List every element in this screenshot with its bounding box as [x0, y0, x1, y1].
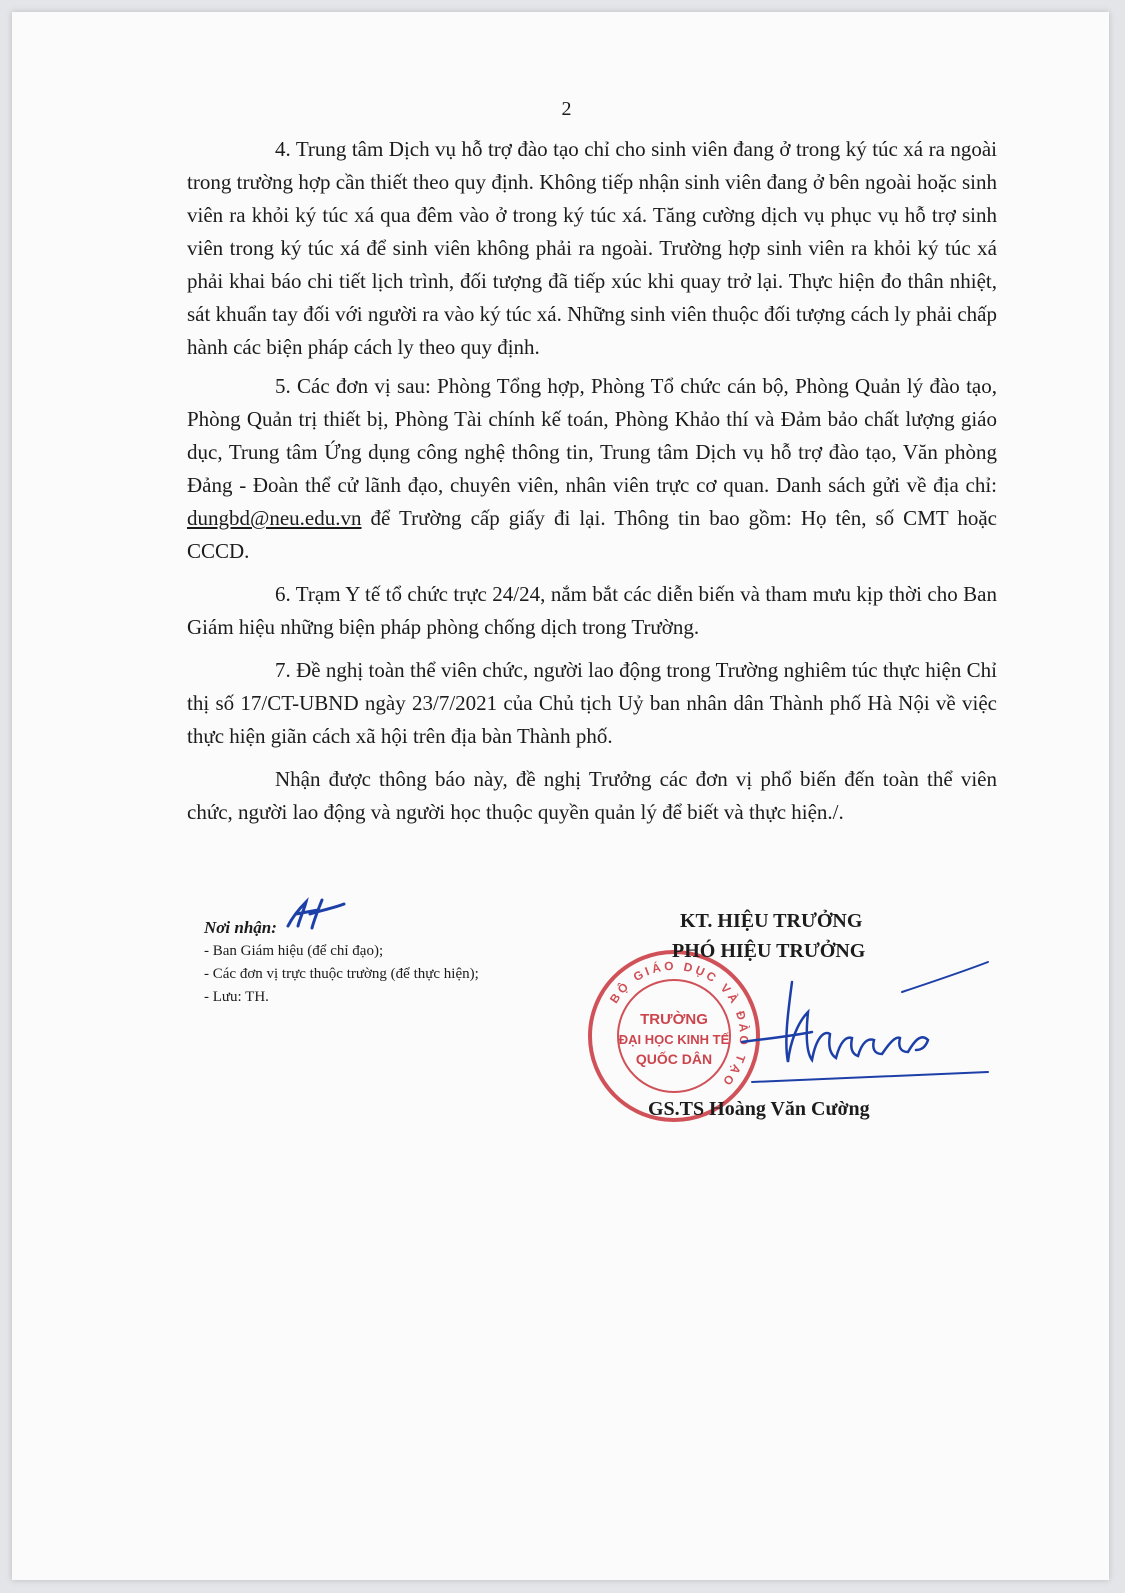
stamp-text-line2: ĐẠI HỌC KINH TẾ — [618, 1032, 730, 1047]
email-link[interactable]: dungbd@neu.edu.vn — [187, 506, 362, 530]
stamp-text-line1: TRƯỜNG — [640, 1011, 708, 1028]
handwritten-initials — [282, 896, 352, 932]
recipient-item: - Ban Giám hiệu (để chỉ đạo); — [204, 943, 384, 959]
stamp-ring-text: BỘ GIÁO DỤC VÀ ĐÀO TẠO — [606, 958, 752, 1091]
paragraph-5-text: 5. Các đơn vị sau: Phòng Tổng hợp, Phòng Tổ chức cán bộ, Phòng Quản lý đào tạo, Phòng Quản trị thiết bị, Phòng Tài chính kế toán, Phòng Khảo thí và Đảm bảo chất lượng giáo dục, Trung tâm Ứng dụng công nghệ thông tin, Trung tâm Dịch vụ hỗ trợ đào tạo, Văn phòng Đảng - Đoàn thể cử lãnh đạo, chuyên viên, nhân viên trực cơ quan. Danh sách gửi về địa chỉ: — [187, 374, 997, 497]
closing-paragraph: Nhận được thông báo này, đề nghị Trưởng các đơn vị phổ biến đến toàn thể viên chức, người lao động và người học thuộc quyền quản lý để biết và thực hiện./. — [187, 767, 997, 824]
document-page — [12, 12, 1109, 1580]
paragraph-5-text-end: để Trường cấp giấy đi lại. Thông tin bao gồm: Họ tên, số CMT hoặc CCCD. — [187, 506, 997, 563]
recipients-title: Nơi nhận: — [204, 918, 277, 937]
stamp-text-line3: QUỐC DÂN — [635, 1051, 713, 1067]
document-body — [187, 133, 997, 839]
recipient-item: - Các đơn vị trực thuộc trường (để thực hiện); — [204, 966, 479, 982]
paragraph-4: 4. Trung tâm Dịch vụ hỗ trợ đào tạo chỉ cho sinh viên đang ở trong ký túc xá ra ngoài trong trường hợp cần thiết theo quy định. Không tiếp nhận sinh viên đang ở bên ngoài hoặc sinh viên ra khỏi ký túc xá qua đêm vào ở trong ký túc xá. Tăng cường dịch vụ phục vụ hỗ trợ sinh viên trong ký túc xá để sinh viên không phải ra ngoài. Trường hợp sinh viên ra khỏi ký túc xá phải khai báo chi tiết lịch trình, đối tượng đã tiếp xúc khi quay trở lại. Thực hiện đo thân nhiệt, sát khuẩn tay đối với người ra vào ký túc xá. Những sinh viên thuộc đối tượng cách ly phải chấp hành các biện pháp cách ly theo quy định. — [187, 137, 997, 359]
recipients-block — [204, 916, 584, 1009]
signer-title-line2: PHÓ HIỆU TRƯỞNG — [672, 940, 866, 962]
page-number: 2 — [561, 98, 572, 120]
paragraph-7: 7. Đề nghị toàn thể viên chức, người lao động trong Trường nghiêm túc thực hiện Chỉ thị số 17/CT-UBND ngày 23/7/2021 của Chủ tịch Uỷ ban nhân dân Thành phố Hà Nội về việc thực hiện giãn cách xã hội trên địa bàn Thành phố. — [187, 658, 997, 748]
paragraph-5 — [187, 370, 997, 568]
paragraph-6: 6. Trạm Y tế tổ chức trực 24/24, nắm bắt các diễn biến và tham mưu kịp thời cho Ban Giám hiệu những biện pháp phòng chống dịch trong Trường. — [187, 582, 997, 639]
signature-block — [606, 910, 1032, 1140]
handwritten-signature — [732, 942, 992, 1122]
signer-title-line1: KT. HIỆU TRƯỞNG — [680, 910, 863, 932]
recipient-item: - Lưu: TH. — [204, 989, 269, 1005]
signer-name: GS.TS Hoàng Văn Cường — [648, 1098, 870, 1120]
